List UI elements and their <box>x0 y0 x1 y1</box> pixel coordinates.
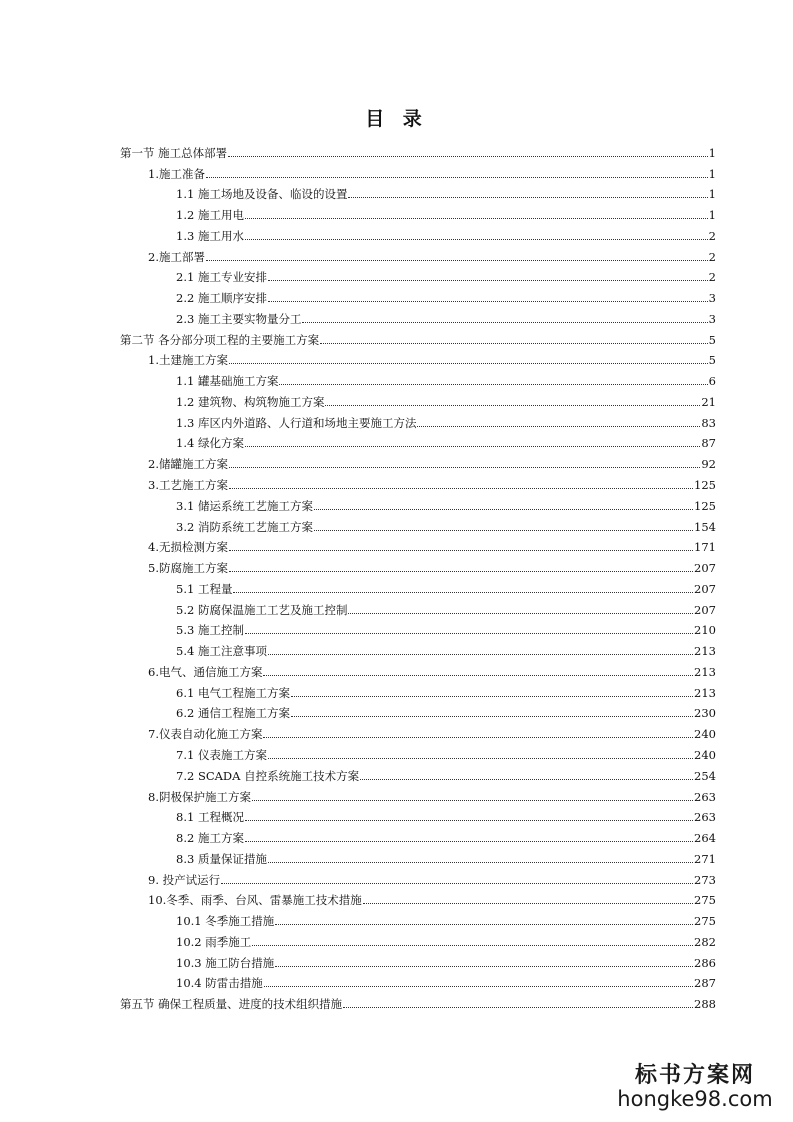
toc-entry[interactable] <box>120 286 716 307</box>
dot-leader <box>221 883 693 884</box>
toc-entry[interactable] <box>120 806 716 827</box>
dot-leader <box>206 260 708 261</box>
dot-leader <box>291 696 693 697</box>
toc-entry-title: 7.仪表自动化施工方案 <box>148 727 263 742</box>
dot-leader <box>302 322 707 323</box>
toc-entry-title: 1.施工准备 <box>148 166 205 181</box>
toc-entry-title: 8.3 质量保证措施 <box>176 851 267 866</box>
dot-leader <box>314 509 693 510</box>
dot-leader <box>291 716 693 717</box>
toc-entry-title: 1.1 罐基础施工方案 <box>176 374 279 389</box>
toc-entry[interactable] <box>120 785 716 806</box>
toc-entry-page: 210 <box>694 623 716 638</box>
toc-entry-title: 7.2 SCADA 自控系统施工技术方案 <box>176 768 360 783</box>
dot-leader <box>325 405 700 406</box>
dot-leader <box>275 966 693 967</box>
toc-entry-page: 1 <box>708 187 716 202</box>
toc-entry[interactable] <box>120 224 716 245</box>
toc-entry-title: 6.2 通信工程施工方案 <box>176 706 290 721</box>
toc-entry-title: 10.2 雨季施工 <box>176 934 252 949</box>
toc-entry-title: 10.冬季、雨季、台风、雷暴施工技术措施 <box>148 893 362 908</box>
toc-entry-title: 3.1 储运系统工艺施工方案 <box>176 498 313 513</box>
toc-entry[interactable] <box>120 183 716 204</box>
watermark-name: 标书方案网 <box>634 1062 755 1088</box>
dot-leader <box>348 197 707 198</box>
dot-leader <box>263 675 693 676</box>
table-of-contents <box>120 141 716 1013</box>
toc-entry[interactable] <box>120 515 716 536</box>
toc-entry[interactable] <box>120 826 716 847</box>
dot-leader <box>264 986 693 987</box>
toc-entry-title: 8.1 工程概况 <box>176 810 244 825</box>
toc-entry-page: 2 <box>708 270 716 285</box>
toc-entry-title: 8.2 施工方案 <box>176 831 244 846</box>
dot-leader <box>263 737 693 738</box>
toc-entry-title: 1.3 施工用水 <box>176 228 244 243</box>
toc-entry-page: 21 <box>701 394 716 409</box>
toc-entry-page: 240 <box>694 727 716 742</box>
toc-entry[interactable] <box>120 432 716 453</box>
toc-entry-title: 5.1 工程量 <box>176 581 233 596</box>
toc-entry[interactable] <box>120 847 716 868</box>
dot-leader <box>268 301 708 302</box>
toc-entry[interactable] <box>120 889 716 910</box>
dot-leader <box>360 779 693 780</box>
toc-entry-title: 1.4 绿化方案 <box>176 436 244 451</box>
dot-leader <box>314 530 693 531</box>
toc-entry-page: 263 <box>694 810 716 825</box>
toc-entry-page: 207 <box>694 561 716 576</box>
toc-entry[interactable] <box>120 992 716 1013</box>
toc-entry[interactable] <box>120 660 716 681</box>
toc-entry-page: 125 <box>694 498 716 513</box>
toc-entry[interactable] <box>120 909 716 930</box>
toc-entry-page: 3 <box>708 311 716 326</box>
toc-entry[interactable] <box>120 203 716 224</box>
page-title: 目 录 <box>365 108 428 130</box>
toc-entry-page: 264 <box>694 831 716 846</box>
toc-entry[interactable] <box>120 868 716 889</box>
toc-entry[interactable] <box>120 722 716 743</box>
toc-entry[interactable] <box>120 307 716 328</box>
toc-entry[interactable] <box>120 162 716 183</box>
toc-entry-title: 5.防腐施工方案 <box>148 561 228 576</box>
toc-entry-title: 2.2 施工顺序安排 <box>176 291 267 306</box>
dot-leader <box>320 343 708 344</box>
toc-entry-title: 第一节 施工总体部署 <box>120 145 228 160</box>
toc-entry[interactable] <box>120 930 716 951</box>
toc-entry-page: 213 <box>694 664 716 679</box>
toc-entry-page: 263 <box>694 789 716 804</box>
toc-entry-title: 3.2 消防系统工艺施工方案 <box>176 519 313 534</box>
toc-entry-title: 2.1 施工专业安排 <box>176 270 267 285</box>
toc-entry[interactable] <box>120 245 716 266</box>
toc-entry-page: 275 <box>694 914 716 929</box>
toc-entry[interactable] <box>120 764 716 785</box>
toc-entry-page: 213 <box>694 644 716 659</box>
toc-entry-title: 10.3 施工防台措施 <box>176 955 275 970</box>
toc-entry[interactable] <box>120 452 716 473</box>
toc-entry-title: 1.土建施工方案 <box>148 353 228 368</box>
toc-entry-title: 1.1 施工场地及设备、临设的设置 <box>176 187 348 202</box>
toc-entry[interactable] <box>120 141 716 162</box>
toc-entry-page: 92 <box>701 457 716 472</box>
toc-entry-title: 1.3 库区内外道路、人行道和场地主要施工方法 <box>176 415 417 430</box>
toc-entry-page: 5 <box>708 332 716 347</box>
toc-entry-title: 2.3 施工主要实物量分工 <box>176 311 302 326</box>
dot-leader <box>233 592 693 593</box>
toc-entry-page: 275 <box>694 893 716 908</box>
dot-leader <box>229 488 693 489</box>
dot-leader <box>229 550 693 551</box>
toc-entry-page: 273 <box>694 872 716 887</box>
dot-leader <box>348 613 693 614</box>
dot-leader <box>417 426 700 427</box>
dot-leader <box>245 841 693 842</box>
dot-leader <box>229 571 693 572</box>
toc-entry-page: 271 <box>694 851 716 866</box>
dot-leader <box>229 467 700 468</box>
dot-leader <box>268 862 693 863</box>
toc-entry-title: 4.无损检测方案 <box>148 540 228 555</box>
toc-entry[interactable] <box>120 972 716 993</box>
dot-leader <box>268 654 693 655</box>
toc-entry-title: 8.阴极保护施工方案 <box>148 789 251 804</box>
toc-entry-title: 第五节 确保工程质量、进度的技术组织措施 <box>120 997 343 1012</box>
toc-entry[interactable] <box>120 536 716 557</box>
dot-leader <box>252 800 693 801</box>
toc-entry[interactable] <box>120 390 716 411</box>
toc-entry-page: 240 <box>694 747 716 762</box>
toc-entry[interactable] <box>120 681 716 702</box>
dot-leader <box>206 177 708 178</box>
toc-entry[interactable] <box>120 577 716 598</box>
toc-entry[interactable] <box>120 411 716 432</box>
toc-entry[interactable] <box>120 328 716 349</box>
toc-entry[interactable] <box>120 598 716 619</box>
toc-entry-title: 10.1 冬季施工措施 <box>176 914 275 929</box>
toc-entry-page: 230 <box>694 706 716 721</box>
watermark-logo <box>615 1063 775 1111</box>
dot-leader <box>252 945 693 946</box>
dot-leader <box>245 239 708 240</box>
toc-entry-page: 1 <box>708 145 716 160</box>
toc-entry-title: 6.1 电气工程施工方案 <box>176 685 290 700</box>
toc-entry[interactable] <box>120 266 716 287</box>
dot-leader <box>343 1007 693 1008</box>
toc-entry-page: 171 <box>694 540 716 555</box>
toc-entry-page: 2 <box>708 228 716 243</box>
toc-entry[interactable] <box>120 702 716 723</box>
toc-entry-page: 83 <box>701 415 716 430</box>
toc-entry-page: 288 <box>694 997 716 1012</box>
toc-entry-title: 1.2 建筑物、构筑物施工方案 <box>176 394 325 409</box>
toc-entry-title: 2.储罐施工方案 <box>148 457 228 472</box>
toc-entry-page: 1 <box>708 208 716 223</box>
toc-entry-title: 1.2 施工用电 <box>176 208 244 223</box>
toc-entry-title: 10.4 防雷击措施 <box>176 976 263 991</box>
toc-entry-page: 5 <box>708 353 716 368</box>
toc-entry[interactable] <box>120 743 716 764</box>
dot-leader <box>275 924 693 925</box>
toc-entry-title: 9. 投产试运行 <box>148 872 221 887</box>
watermark-url: hongke98.com <box>617 1087 773 1111</box>
dot-leader <box>268 758 693 759</box>
toc-entry-page: 6 <box>708 374 716 389</box>
dot-leader <box>245 218 708 219</box>
toc-entry-page: 87 <box>701 436 716 451</box>
dot-leader <box>363 903 693 904</box>
toc-entry-title: 第二节 各分部分项工程的主要施工方案 <box>120 332 320 347</box>
toc-entry-page: 125 <box>694 478 716 493</box>
dot-leader <box>279 384 707 385</box>
dot-leader <box>245 446 700 447</box>
dot-leader <box>268 280 708 281</box>
toc-entry-title: 5.3 施工控制 <box>176 623 244 638</box>
toc-entry-page: 207 <box>694 581 716 596</box>
toc-entry-page: 154 <box>694 519 716 534</box>
toc-entry[interactable] <box>120 494 716 515</box>
toc-entry-page: 282 <box>694 934 716 949</box>
toc-entry-title: 5.4 施工注意事项 <box>176 644 267 659</box>
toc-entry-page: 3 <box>708 291 716 306</box>
toc-entry-title: 5.2 防腐保温施工工艺及施工控制 <box>176 602 348 617</box>
toc-entry[interactable] <box>120 951 716 972</box>
toc-entry[interactable] <box>120 349 716 370</box>
dot-leader <box>245 820 693 821</box>
toc-entry-title: 6.电气、通信施工方案 <box>148 664 263 679</box>
toc-entry-page: 2 <box>708 249 716 264</box>
dot-leader <box>228 156 708 157</box>
toc-entry-page: 207 <box>694 602 716 617</box>
toc-entry[interactable] <box>120 369 716 390</box>
dot-leader <box>245 633 693 634</box>
toc-entry[interactable] <box>120 639 716 660</box>
toc-entry[interactable] <box>120 619 716 640</box>
dot-leader <box>229 363 708 364</box>
toc-entry-page: 213 <box>694 685 716 700</box>
toc-entry[interactable] <box>120 556 716 577</box>
toc-entry-page: 1 <box>708 166 716 181</box>
toc-entry-title: 3.工艺施工方案 <box>148 478 228 493</box>
toc-entry-page: 287 <box>694 976 716 991</box>
toc-entry-title: 7.1 仪表施工方案 <box>176 747 267 762</box>
toc-entry-title: 2.施工部署 <box>148 249 205 264</box>
toc-entry[interactable] <box>120 473 716 494</box>
toc-entry-page: 286 <box>694 955 716 970</box>
toc-entry-page: 254 <box>694 768 716 783</box>
